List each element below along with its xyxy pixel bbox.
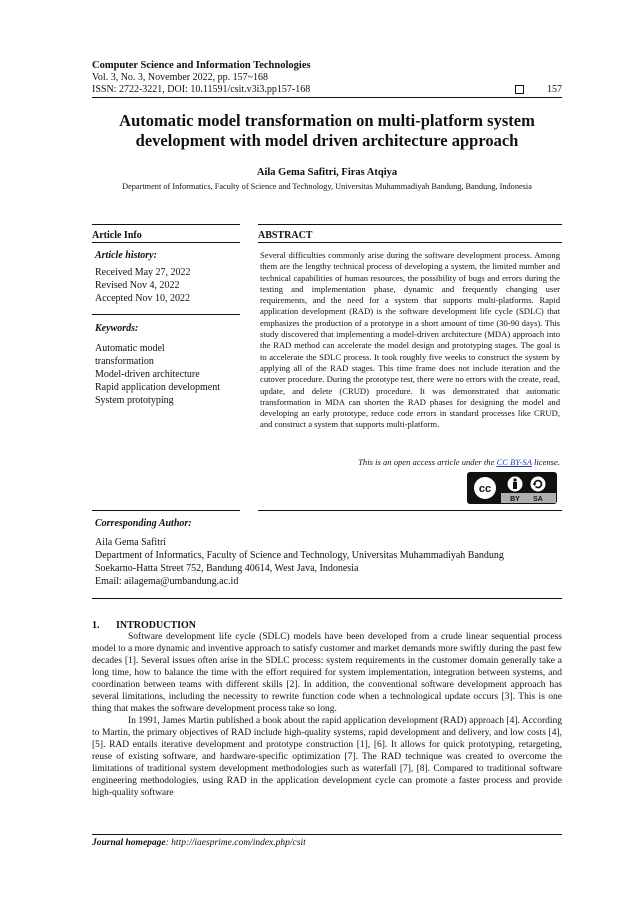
- history-revised: Revised Nov 4, 2022: [95, 280, 180, 291]
- corresponding-author-block: [95, 536, 560, 588]
- corresponding-divider: [92, 598, 562, 599]
- keyword-item: System prototyping: [95, 395, 174, 406]
- license-suffix: license.: [531, 457, 560, 467]
- cc-logo-text: cc: [478, 483, 492, 495]
- keyword-item: Model-driven architecture: [95, 369, 200, 380]
- cc-badge-graphic: [468, 473, 556, 503]
- license-link[interactable]: CC BY-SA: [496, 457, 532, 467]
- introduction-body: [92, 631, 562, 799]
- license-prefix: This is an open access article under the: [358, 457, 497, 467]
- article-history-label: Article history:: [95, 250, 157, 261]
- section-title: INTRODUCTION: [116, 620, 197, 631]
- keyword-item: transformation: [95, 356, 154, 367]
- share-alike-icon: [530, 476, 546, 492]
- issn-row: [92, 84, 562, 96]
- volume-line: Vol. 3, No. 3, November 2022, pp. 157~168: [92, 72, 269, 83]
- footer-label: Journal homepage: [92, 838, 166, 848]
- header-divider: [92, 97, 562, 98]
- corresponding-dept: Department of Informatics, Faculty of Science and Technology, Universitas Muhammadiyah Bandung: [95, 550, 504, 561]
- issn-line: ISSN: 2722-3221, DOI: 10.11591/csit.v3i3.pp157-168: [92, 84, 311, 95]
- journal-homepage-footer: [92, 838, 306, 848]
- section-heading-introduction: [92, 620, 196, 631]
- paper-affiliation: Department of Informatics, Faculty of Science and Technology, Universitas Muhammadiyah Bandung, Bandung, Indonesia: [122, 182, 532, 191]
- history-received: Received May 27, 2022: [95, 267, 191, 278]
- by-label: BY: [510, 496, 520, 503]
- keyword-item: Automatic model: [95, 343, 165, 354]
- paper-title: Automatic model transformation on multi-platform system development with model driven architecture approach: [119, 111, 535, 150]
- corresponding-name: Aila Gema Safitri: [95, 537, 167, 548]
- keywords-list: [95, 342, 240, 407]
- section-number: 1.: [92, 620, 100, 631]
- abstract-divider: [258, 510, 562, 511]
- history-accepted: Accepted Nov 10, 2022: [95, 293, 190, 304]
- paragraph: In 1991, James Martin published a book about the rapid application development (RAD) approach [4]. According to Martin, the primary objectives of RAD include high-quality systems, rapid development and delivery, and low costs [4], [5]. RAD entails iterative development and prototype construction [1], [6]. It allows for quick prototyping, retargeting, reuse of existing software, and hardware-specific optimization [7]. The RAD technique was created to overcome the limitations of traditional system development methodologies such as waterfall [7], [8]. Compared to traditional software engineering methodologies, using RAD in the application development cycle can promote a faster process and provide high-quality software: [92, 716, 562, 798]
- article-history-list: [95, 266, 191, 305]
- corresponding-email[interactable]: Email: ailagema@umbandung.ac.id: [95, 576, 239, 587]
- keywords-label: Keywords:: [95, 323, 139, 334]
- keyword-item: Rapid application development: [95, 382, 220, 393]
- cc-by-sa-badge[interactable]: [467, 472, 557, 504]
- article-info-heading: Article Info: [92, 224, 240, 243]
- journal-name: Computer Science and Information Technologies: [92, 60, 311, 71]
- paper-authors: Aila Gema Safitri, Firas Atqiya: [256, 167, 398, 178]
- abstract-heading: ABSTRACT: [258, 224, 562, 243]
- history-divider: [92, 314, 240, 315]
- sa-label: SA: [533, 496, 543, 503]
- journal-header: [92, 60, 562, 84]
- article-info-divider: [92, 510, 240, 511]
- footer-url[interactable]: : http://iaesprime.com/index.php/csit: [165, 838, 306, 848]
- paragraph: Software development life cycle (SDLC) models have been developed from a crude linear sequential process model to a more dynamic and inventive approach to satisfy customer and market demands more swiftly during the past few decades [1]. Several issues often arise in the SDLC process: system requirements in the customer domain generally take a long time, how to balance the time with the effort required for system implementation, integration between systems, and coordination between teams with different skills [2]. In addition, the conventional software development approach has several limitations, including the necessity to rewrite function code when a technological update occurs [3]. This is one thing that makes the software development process take so long.: [92, 632, 562, 714]
- corresponding-address: Soekarno-Hatta Street 752, Bandung 40614, West Java, Indonesia: [95, 563, 359, 574]
- footer-divider: [92, 834, 562, 835]
- checkbox-icon: [515, 85, 524, 94]
- corresponding-author-label: Corresponding Author:: [95, 518, 192, 529]
- page-number: 157: [547, 84, 562, 95]
- license-line: [258, 457, 560, 467]
- abstract-text: Several difficulties commonly arise during the software development process. Among them are the lengthy technical process of developing a system, the limited number and technical capabilities of human resources, the possibility of bugs and errors during the testing and implementation phase, dynamic and frequently changing user requirements, and the need for a system that supports multi-platforms. Rapid application development (RAD) is the software development life cycle (SDLC) that emphasizes the production of a prototype in a short amount of time (30-90 days). This study discovered that implementing a model-driven architecture (MDA) approach into the RAD method can accelerate the model design and prototyping stages. The goal is to accelerate the SDLC process. It took roughly five weeks to construct the system by applying all of the RAD stages. This time frame does not include iteration and the cutover procedure. During the prototype test, there were no errors with the create, read, update, and delete (CRUD) procedure. It was demonstrated that automatic transformation in MDA can shorten the RAD phases for designing the model and developing an early prototype, reduce code errors in standard processes like CRUD, and construct a system that supports multi-platform.: [260, 250, 560, 430]
